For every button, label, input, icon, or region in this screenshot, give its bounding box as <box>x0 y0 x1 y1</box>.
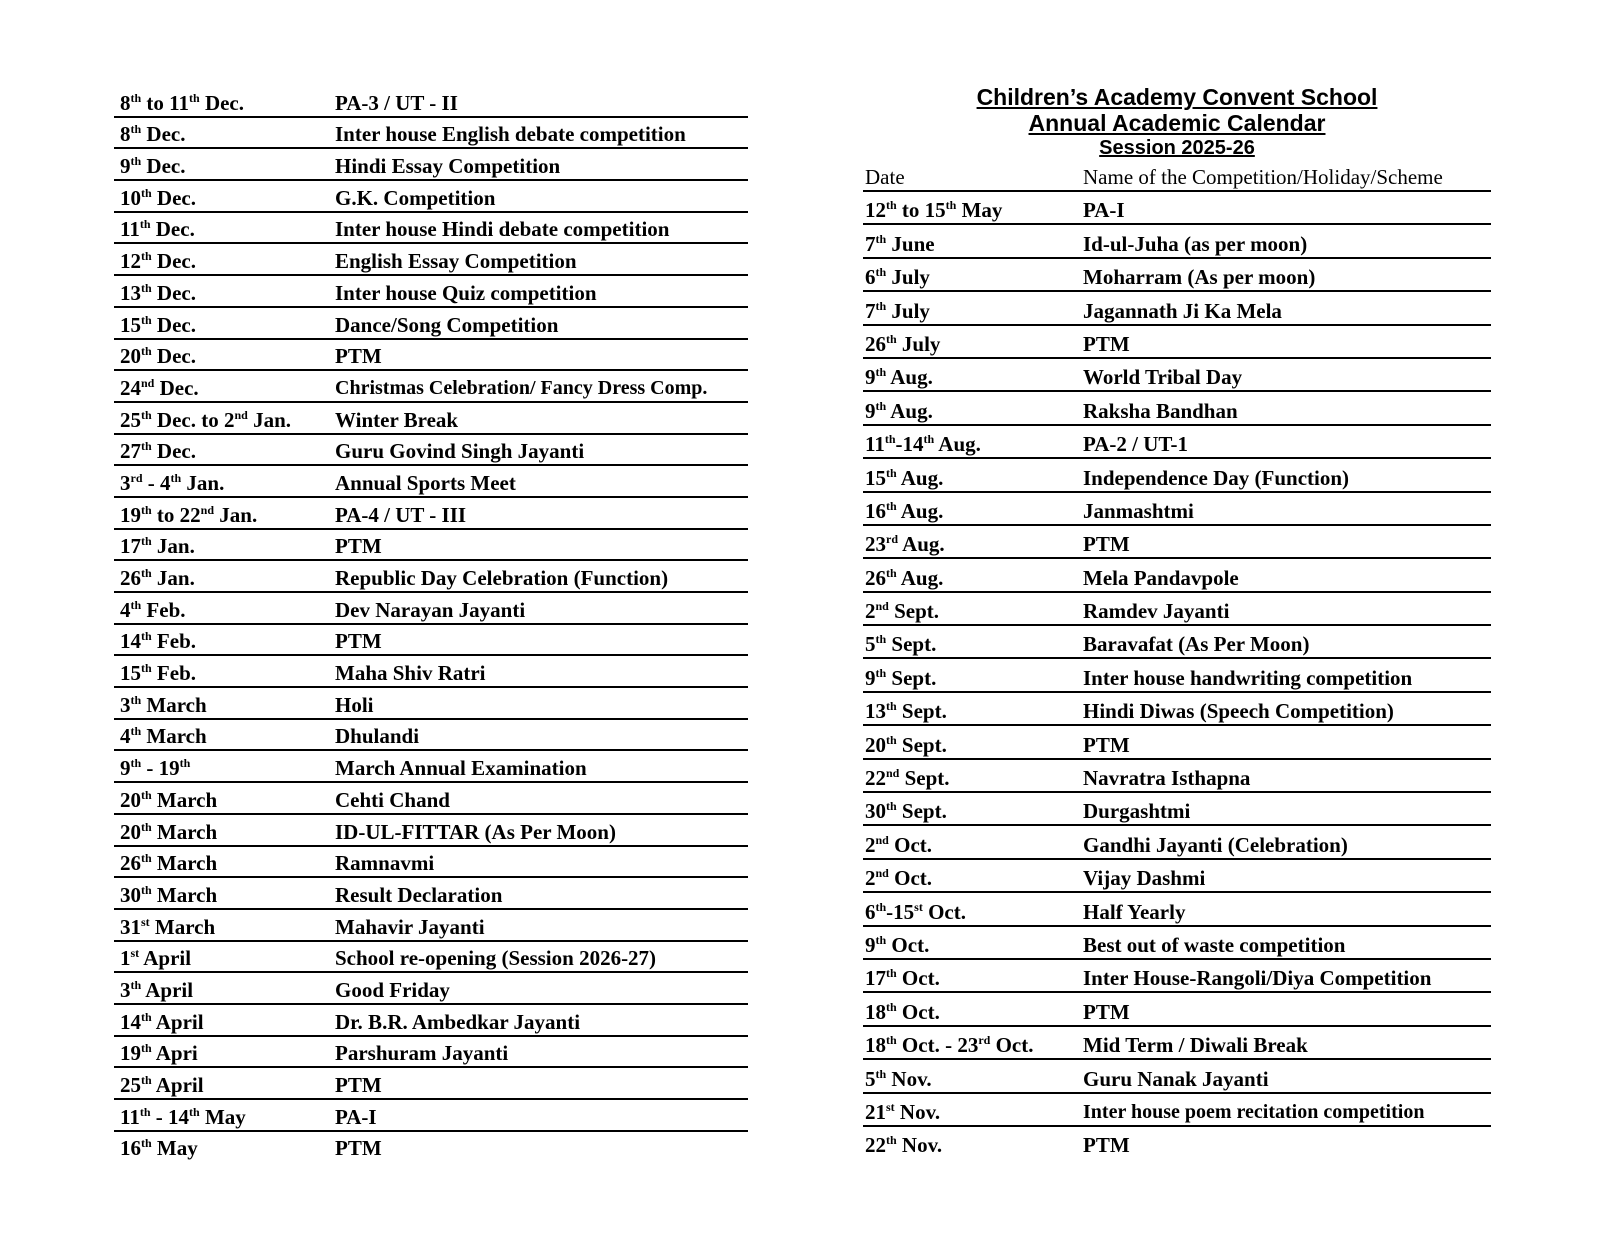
row-date: 15th Aug. <box>865 465 944 490</box>
row-event: Inter house English debate competition <box>335 122 686 147</box>
row-event: World Tribal Day <box>1083 365 1243 390</box>
row-date: 23rd Aug. <box>865 532 945 557</box>
session-label: Session 2025-26 <box>1099 137 1255 159</box>
table-row <box>114 625 748 657</box>
event-column-header: Name of the Competition/Holiday/Scheme <box>1083 165 1443 189</box>
row-event: PA-2 / UT-1 <box>1083 432 1188 457</box>
row-event: Guru Govind Singh Jayanti <box>335 439 585 464</box>
row-date: 11th Dec. <box>120 217 195 242</box>
row-event: PTM <box>1083 532 1130 557</box>
table-row <box>114 1068 748 1100</box>
row-date: 26th July <box>865 331 941 356</box>
row-event: Dhulandi <box>335 724 420 749</box>
table-row <box>863 927 1491 960</box>
table-row <box>114 498 748 530</box>
row-date: 20th March <box>120 819 218 844</box>
row-event: PTM <box>335 534 382 559</box>
row-date: 7th July <box>865 298 930 323</box>
table-row <box>114 149 748 181</box>
row-event: Inter House-Rangoli/Diya Competition <box>1083 966 1432 991</box>
row-event: Best out of waste competition <box>1083 932 1346 957</box>
row-event: English Essay Competition <box>335 249 577 274</box>
row-date: 31st March <box>120 914 216 939</box>
row-date: 2nd Oct. <box>865 832 933 857</box>
row-date: 6th-15st Oct. <box>865 899 966 924</box>
row-date: 11th - 14th May <box>120 1104 246 1129</box>
row-date: 26th Jan. <box>120 566 195 590</box>
row-event: PTM <box>335 1073 382 1097</box>
row-event: Dance/Song Competition <box>335 312 559 337</box>
table-row <box>863 1094 1491 1127</box>
row-event: PTM <box>335 344 382 369</box>
row-date: 13th Dec. <box>120 280 196 305</box>
table-row <box>863 693 1491 726</box>
row-date: 19th to 22nd Jan. <box>120 502 258 527</box>
row-date: 18th Oct. <box>865 999 940 1024</box>
row-date: 22nd Sept. <box>865 766 950 791</box>
row-event: Guru Nanak Jayanti <box>1083 1066 1269 1091</box>
row-event: Gandhi Jayanti (Celebration) <box>1083 832 1348 857</box>
table-row <box>863 326 1491 359</box>
row-date: 20th Dec. <box>120 344 196 369</box>
row-date: 22th Nov. <box>865 1133 943 1158</box>
table-row <box>863 793 1491 826</box>
row-date: 12th to 15th May <box>865 198 1003 223</box>
row-date: 3th April <box>120 977 194 1002</box>
row-event: Durgashtmi <box>1083 799 1191 824</box>
row-event: Moharram (As per moon) <box>1083 265 1316 290</box>
row-event: Raksha Bandhan <box>1083 398 1238 423</box>
table-row <box>114 276 748 308</box>
row-date: 4th March <box>120 724 207 749</box>
table-row <box>863 526 1491 559</box>
row-event: Inter house Quiz competition <box>335 280 597 305</box>
row-date: 14th Feb. <box>120 629 196 654</box>
row-event: PTM <box>335 629 382 654</box>
table-row <box>114 86 748 118</box>
table-row <box>114 847 748 879</box>
row-date: 27th Dec. <box>120 439 196 464</box>
table-row <box>114 878 748 910</box>
row-event: Hindi Diwas (Speech Competition) <box>1083 699 1394 724</box>
row-date: 18th Oct. - 23rd Oct. <box>865 1033 1034 1058</box>
row-date: 10th Dec. <box>120 185 196 210</box>
table-row <box>114 783 748 815</box>
table-row <box>114 1100 748 1132</box>
row-date: 16th Aug. <box>865 498 944 523</box>
table-row <box>114 720 748 752</box>
row-event: Janmashtmi <box>1083 498 1194 523</box>
table-row <box>863 493 1491 526</box>
row-event: March Annual Examination <box>335 756 587 781</box>
table-row <box>114 181 748 213</box>
row-date: 24nd Dec. <box>120 375 199 400</box>
row-date: 25th April <box>120 1073 204 1097</box>
table-row <box>863 726 1491 759</box>
table-row <box>863 893 1491 926</box>
row-event: Mahavir Jayanti <box>335 914 485 939</box>
row-date: 9th Aug. <box>865 365 933 390</box>
row-event: Christmas Celebration/ Fancy Dress Comp. <box>335 376 708 399</box>
table-row <box>863 192 1491 225</box>
table-row <box>863 292 1491 325</box>
row-date: 5th Nov. <box>865 1066 932 1091</box>
table-row <box>863 760 1491 793</box>
row-date: 7th June <box>865 231 935 256</box>
row-date: 9th Aug. <box>865 398 933 423</box>
row-date: 9th - 19th <box>120 756 191 781</box>
table-row <box>114 1037 748 1069</box>
row-event: Ramnavmi <box>335 851 435 876</box>
row-event: PTM <box>1083 999 1130 1024</box>
row-date: 2nd Oct. <box>865 866 933 891</box>
row-event: Republic Day Celebration (Function) <box>335 566 669 590</box>
row-event: Dev Narayan Jayanti <box>335 597 526 622</box>
table-row <box>114 244 748 276</box>
row-date: 8th Dec. <box>120 122 186 147</box>
row-event: PTM <box>1083 1133 1130 1158</box>
row-date: 17th Jan. <box>120 534 195 559</box>
table-row <box>863 1127 1491 1158</box>
row-event: Inter house Hindi debate competition <box>335 217 670 242</box>
row-event: Baravafat (As Per Moon) <box>1083 632 1310 657</box>
right-column <box>863 84 1491 1158</box>
table-row <box>114 308 748 340</box>
row-date: 25th Dec. to 2nd Jan. <box>120 407 292 432</box>
table-row <box>114 910 748 942</box>
row-event: PA-4 / UT - III <box>335 502 467 527</box>
row-date: 17th Oct. <box>865 966 940 991</box>
row-date: 11th-14th Aug. <box>865 432 981 457</box>
table-row <box>114 973 748 1005</box>
row-event: PTM <box>1083 331 1130 356</box>
row-date: 19th Apri <box>120 1041 198 1066</box>
row-event: Dr. B.R. Ambedkar Jayanti <box>335 1009 581 1034</box>
row-event: Independence Day (Function) <box>1083 465 1350 490</box>
row-date: 16th May <box>120 1136 198 1161</box>
row-date: 9th Sept. <box>865 665 937 690</box>
row-event: Parshuram Jayanti <box>335 1041 509 1066</box>
table-row <box>863 960 1491 993</box>
row-event: Holi <box>335 692 374 717</box>
row-date: 9th Dec. <box>120 154 186 179</box>
row-date: 13th Sept. <box>865 699 947 724</box>
row-date: 12th Dec. <box>120 249 196 274</box>
table-row <box>863 826 1491 859</box>
row-event: Mela Pandavpole <box>1083 565 1239 590</box>
table-row <box>863 259 1491 292</box>
row-date: 8th to 11th Dec. <box>120 90 244 115</box>
row-date: 1st April <box>120 946 192 971</box>
table-row <box>863 626 1491 659</box>
table-row <box>114 815 748 847</box>
row-event: PA-I <box>1083 198 1125 223</box>
row-date: 4th Feb. <box>120 597 186 622</box>
row-date: 15th Dec. <box>120 312 196 337</box>
table-row <box>114 371 748 403</box>
row-date: 6th July <box>865 265 930 290</box>
row-event: Annual Sports Meet <box>335 470 516 495</box>
table-row <box>863 659 1491 692</box>
table-row <box>863 225 1491 258</box>
row-event: Jagannath Ji Ka Mela <box>1083 298 1282 323</box>
table-row <box>863 359 1491 392</box>
row-event: ID-UL-FITTAR (As Per Moon) <box>335 819 616 844</box>
table-row <box>863 1060 1491 1093</box>
table-row <box>114 466 748 498</box>
row-date: 14th April <box>120 1009 204 1034</box>
table-row <box>114 530 748 562</box>
row-event: Half Yearly <box>1083 899 1186 924</box>
row-event: Winter Break <box>335 407 459 432</box>
table-row <box>114 1005 748 1037</box>
table-row <box>863 1027 1491 1060</box>
table-row <box>114 656 748 688</box>
table-row <box>114 118 748 150</box>
table-row <box>863 426 1491 459</box>
row-event: PA-3 / UT - II <box>335 90 458 115</box>
row-event: G.K. Competition <box>335 185 496 210</box>
row-date: 15th Feb. <box>120 661 196 686</box>
row-event: Mid Term / Diwali Break <box>1083 1033 1308 1058</box>
date-column-header: Date <box>865 165 905 189</box>
table-row <box>863 392 1491 425</box>
table-row <box>114 751 748 783</box>
calendar-title: Annual Academic Calendar <box>1028 110 1326 136</box>
row-event: Hindi Essay Competition <box>335 154 561 179</box>
table-row <box>114 340 748 372</box>
row-event: Maha Shiv Ratri <box>335 661 486 686</box>
row-event: Inter house handwriting competition <box>1083 665 1413 690</box>
table-row <box>114 213 748 245</box>
table-row <box>863 993 1491 1026</box>
row-event: School re-opening (Session 2026-27) <box>335 946 657 971</box>
row-event: Id-ul-Juha (as per moon) <box>1083 231 1308 256</box>
row-event: Vijay Dashmi <box>1083 866 1206 891</box>
table-row <box>114 403 748 435</box>
row-event: Good Friday <box>335 977 450 1002</box>
table-row <box>863 860 1491 893</box>
table-row <box>863 459 1491 492</box>
row-date: 30th March <box>120 882 218 907</box>
table-row <box>114 688 748 720</box>
row-event: PA-I <box>335 1104 377 1129</box>
right-calendar-table <box>863 192 1491 1158</box>
row-date: 20th Sept. <box>865 732 947 757</box>
row-date: 21st Nov. <box>865 1099 941 1124</box>
table-row <box>863 559 1491 592</box>
row-date: 26th March <box>120 851 218 876</box>
row-date: 3th March <box>120 692 207 717</box>
row-event: Ramdev Jayanti <box>1083 599 1230 624</box>
table-header <box>863 160 1491 192</box>
left-column <box>114 86 748 1161</box>
row-date: 9th Oct. <box>865 932 930 957</box>
school-name: Children’s Academy Convent School <box>976 84 1378 110</box>
row-event: Inter house poem recitation competition <box>1083 1100 1425 1123</box>
row-date: 30th Sept. <box>865 799 947 824</box>
row-date: 5th Sept. <box>865 632 937 657</box>
row-event: PTM <box>1083 732 1130 757</box>
row-event: Cehti Chand <box>335 787 450 812</box>
row-date: 2nd Sept. <box>865 599 940 624</box>
table-row <box>114 942 748 974</box>
row-event: Navratra Isthapna <box>1083 766 1251 791</box>
table-row <box>863 593 1491 626</box>
row-date: 20th March <box>120 787 218 812</box>
table-row <box>114 593 748 625</box>
left-calendar-table <box>114 86 748 1161</box>
row-date: 3rd - 4th Jan. <box>120 470 225 495</box>
row-event: PTM <box>335 1136 382 1161</box>
table-row <box>114 435 748 467</box>
row-date: 26th Aug. <box>865 565 944 590</box>
table-row <box>114 1132 748 1162</box>
table-row <box>114 561 748 593</box>
row-event: Result Declaration <box>335 882 503 907</box>
